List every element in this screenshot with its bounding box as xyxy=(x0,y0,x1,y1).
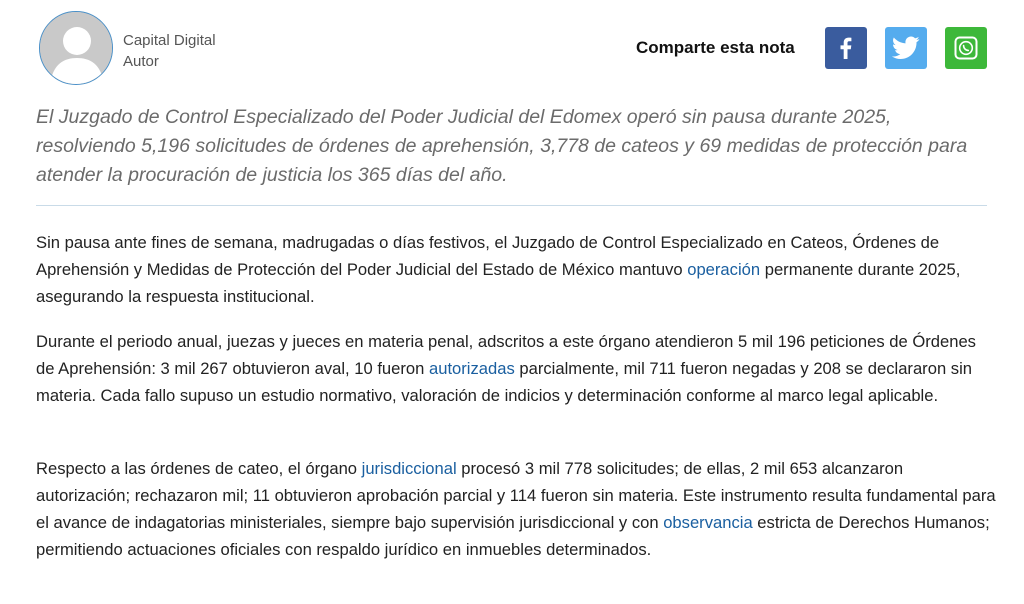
whatsapp-icon xyxy=(953,35,979,61)
twitter-share-button[interactable] xyxy=(885,27,927,69)
author-avatar[interactable] xyxy=(39,11,113,85)
facebook-share-button[interactable] xyxy=(825,27,867,69)
author-info xyxy=(123,30,216,72)
paragraph-text: permanente durante 2025, asegurando la respuesta institucional. xyxy=(36,260,961,306)
share-label: Comparte esta nota xyxy=(636,38,795,57)
author-role: Autor xyxy=(123,53,159,70)
paragraph-2 xyxy=(36,328,996,409)
paragraph-text: Respecto a las órdenes de cateo, el órgano xyxy=(36,459,362,478)
paragraph-text: parcialmente, mil 711 fueron negadas y 208 se declararon sin materia. Cada fallo supuso un estudio normativo, valoración de indicios y determinación conforme al marco legal aplicable. xyxy=(36,359,972,405)
paragraph-text: Sin pausa ante fines de semana, madrugadas o días festivos, el Juzgado de Control Especializado en Cateos, Órdenes de Aprehensión y Medidas de Protección del Poder Judicial del Estado de México mantuvo xyxy=(36,233,940,279)
link-observancia[interactable]: observancia xyxy=(663,513,753,532)
article-lead: El Juzgado de Control Especializado del Poder Judicial del Edomex operó sin pausa durante 2025, resolviendo 5,196 solicitudes de órdenes de aprehensión, 3,778 de cateos y 69 medidas de protección para atender la procuración de justicia los 365 días del año. xyxy=(36,106,968,186)
link-operacion[interactable]: operación xyxy=(687,260,761,279)
whatsapp-share-button[interactable] xyxy=(945,27,987,69)
facebook-icon xyxy=(833,35,859,61)
paragraph-1 xyxy=(36,229,996,310)
divider xyxy=(36,205,987,206)
link-jurisdiccional[interactable]: jurisdiccional xyxy=(361,459,457,478)
author-name: Capital Digital xyxy=(123,32,216,49)
paragraph-text: Durante el periodo anual, juezas y jueces en materia penal, adscritos a este órgano atendieron 5 mil 196 peticiones de Órdenes de Aprehensión: 3 mil 267 obtuvieron aval, 10 fueron xyxy=(36,332,976,378)
twitter-icon xyxy=(892,36,920,60)
paragraph-3 xyxy=(36,455,996,563)
user-silhouette-icon xyxy=(40,12,113,85)
paragraph-text: procesó 3 mil 778 solicitudes; de ellas, 2 mil 653 alcanzaron autorización; rechazaron mil; 11 obtuvieron aprobación parcial y 114 fueron sin materia. Este instrumento resulta fundamental para el avance de indagatorias ministeriales, siempre bajo supervisión jurisdiccional y con xyxy=(36,459,996,532)
paragraph-text: estricta de Derechos Humanos; permitiendo actuaciones oficiales con respaldo jurídico en inmuebles determinados. xyxy=(36,513,990,559)
link-autorizadas[interactable]: autorizadas xyxy=(428,359,515,378)
